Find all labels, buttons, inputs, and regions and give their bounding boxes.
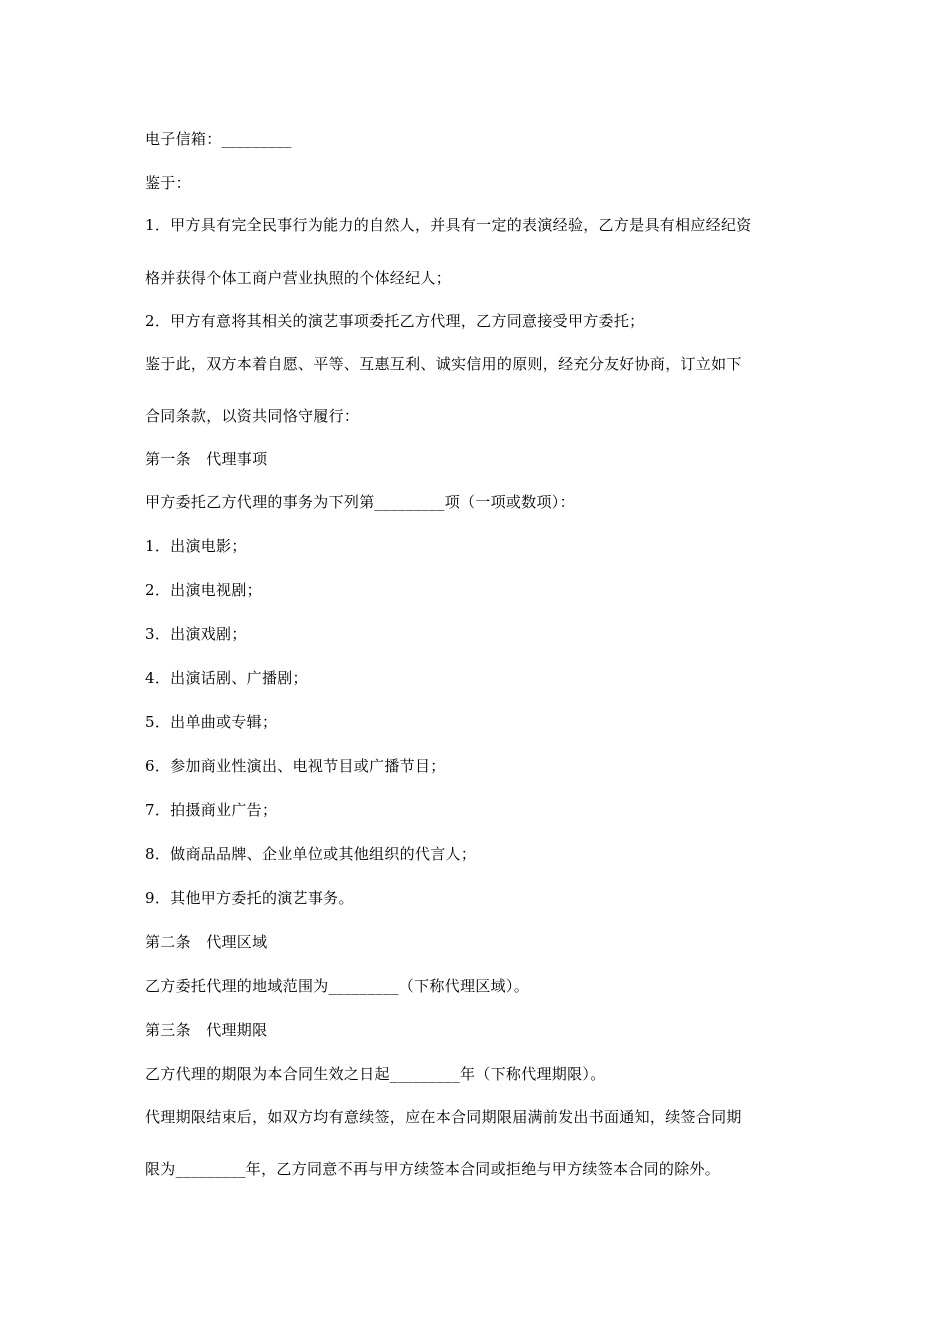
renewal-paragraph: 代理期限结束后，如双方均有意续签，应在本合同期限届满前发出书面通知，续签合同期 bbox=[145, 1108, 742, 1126]
list-item: 7．拍摄商业广告； bbox=[145, 801, 278, 819]
article-1-heading: 第一条 代理事项 bbox=[145, 450, 268, 468]
list-item: 4．出演话剧、广播剧； bbox=[145, 669, 308, 687]
list-item: 2．出演电视剧； bbox=[145, 581, 262, 599]
whereas-item-1: 1．甲方具有完全民事行为能力的自然人，并具有一定的表演经验，乙方是具有相应经纪资 bbox=[145, 216, 752, 234]
preamble-paragraph: 鉴于此，双方本着自愿、平等、互惠互利、诚实信用的原则，经充分友好协商，订立如下 bbox=[145, 355, 742, 373]
whereas-heading: 鉴于： bbox=[145, 174, 191, 192]
list-item: 6．参加商业性演出、电视节目或广播节目； bbox=[145, 757, 446, 775]
renewal-paragraph-cont: 限为_________年，乙方同意不再与甲方续签本合同或拒绝与甲方续签本合同的除外。 bbox=[145, 1160, 721, 1178]
article-2-body: 乙方委托代理的地域范围为_________（下称代理区域）。 bbox=[145, 977, 530, 995]
preamble-paragraph-cont: 合同条款，以资共同恪守履行： bbox=[145, 407, 360, 425]
whereas-item-1-cont: 格并获得个体工商户营业执照的个体经纪人； bbox=[145, 269, 452, 287]
whereas-item-2: 2．甲方有意将其相关的演艺事项委托乙方代理，乙方同意接受甲方委托； bbox=[145, 312, 645, 330]
list-item: 8．做商品品牌、企业单位或其他组织的代言人； bbox=[145, 845, 477, 863]
list-item: 3．出演戏剧； bbox=[145, 625, 247, 643]
article-2-heading: 第二条 代理区域 bbox=[145, 933, 268, 951]
article-3-body: 乙方代理的期限为本合同生效之日起_________年（下称代理期限）。 bbox=[145, 1065, 606, 1083]
list-item: 5．出单曲或专辑； bbox=[145, 713, 278, 731]
list-item: 9．其他甲方委托的演艺事务。 bbox=[145, 889, 354, 907]
list-item: 1．出演电影； bbox=[145, 537, 247, 555]
email-line: 电子信箱：_________ bbox=[145, 130, 292, 148]
article-1-intro: 甲方委托乙方代理的事务为下列第_________项（一项或数项）： bbox=[145, 493, 575, 511]
article-3-heading: 第三条 代理期限 bbox=[145, 1021, 268, 1039]
